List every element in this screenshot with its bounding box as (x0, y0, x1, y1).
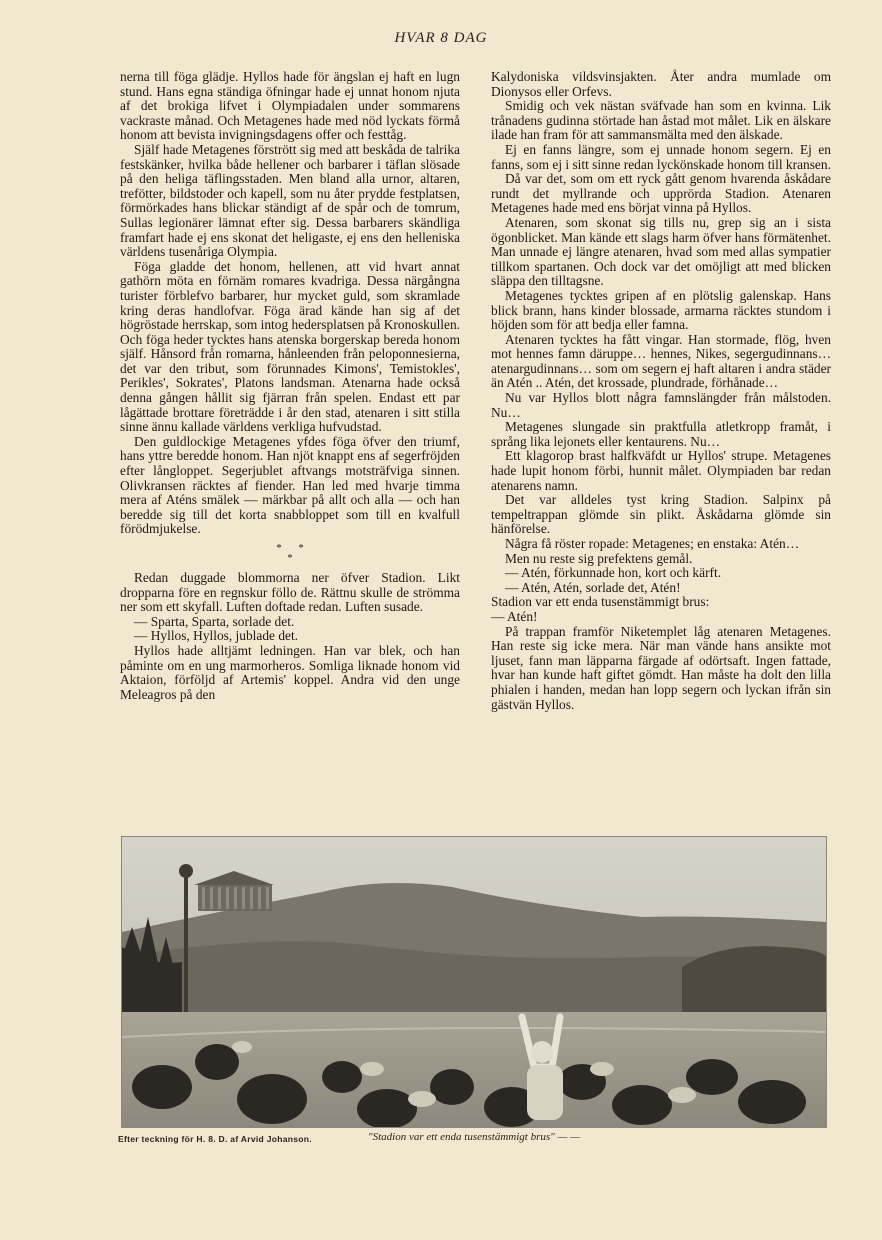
left-text-column (120, 70, 460, 702)
running-header: HVAR 8 DAG (394, 30, 488, 46)
paragraph: Den guldlockige Metagenes yfdes föga öfver den triumf, hans yttre beredde honom. Han njöt knappt ens af segerfröjden efter långloppet. Segerjublet aftvangs motsträfviga sinnen. Olivkransen räcktes af fiender. Han led med hvarje timma mera af Aténs smälek — märkbar på allt och alla — och han beredde sig till det korta snabbloppet som till en kvalfull förödmjukelse. (120, 433, 460, 537)
stadion-illustration (121, 836, 827, 1128)
paragraph: Nu var Hyllos blott några famnslängder från målstoden. Nu… (491, 390, 831, 420)
paragraph: Själf hade Metagenes förstrött sig med att beskåda de talrika festskänker, hvilka både hellener och barbarer i täflan slösade på den heliga täflingsstaden. Men bland alla urnor, altaren, trefötter, bildstoder och kapell, som nu åter prydde festplatsen, förmörkades hans blickar ständigt af de spår och de tomrum, Sullas legionärer lämnat efter sig. Dessa barbarers skändliga framfart hade ej ens skonat det heligaste, ej ens den helleniska världens tusenåriga Olympia. (120, 141, 460, 260)
paragraph: — Atén, Atén, sorlade det, Atén! (505, 579, 681, 595)
paragraph: — Atén, förkunnade hon, kort och kärft. (505, 565, 722, 581)
paragraph: Föga gladde det honom, hellenen, att vid hvart annat gathörn möta en förnäm romares kvadriga. Dessa närgångna turister förblefvo barbarer, hur mycket guld, som skramlade kring deras handlofvar. Föga ärad kände han sig af det högröstade herrskap, som intog hedersplatsen på Kronoskullen. Och föga heder tycktes hans atenska borgerskap bereda honom själf. Hånsord från romarna, hånleenden från peloponnesierna, det var den tribut, som förunnades Kimons', Temistokles', Perikles', Sokrates', Platons landsman. Atenarna hade också denna gången hållit sig fjärran från spelen. Endast ett par lågättade brottare företrädde i år den stad, atenaren i sitt stilla sinne ännu kallade världens verkliga hufvudstad. (120, 258, 460, 435)
paragraph: Några få röster ropade: Metagenes; en enstaka: Atén… (505, 536, 800, 551)
dark-hill-right (682, 946, 826, 1022)
section-break-stars-bottom: * (287, 552, 293, 564)
paragraph: — Sparta, Sparta, sorlade det. (134, 613, 295, 629)
illustration-drawing (122, 837, 826, 1127)
paragraph: Hyllos hade alltjämt ledningen. Han var blek, och han påminte om en ung marmorheros. Somliga liknade honom vid Aktaion, förföljd af Artemis' koppel. Andra vid den unge Meleagros på den (120, 642, 460, 702)
paragraph: — Atén! (491, 608, 538, 624)
paragraph: Atenaren tycktes ha fått vingar. Han stormade, flög, hven mot hennes famn däruppe… hennes, Nikes, segergudinnans… atenargudinnans… som om segern ej haft altaren i andra städer än Atén .. Atén, det krossade, plundrade, förhånade… (491, 331, 831, 391)
paragraph: — Hyllos, Hyllos, jublade det. (134, 628, 299, 644)
paragraph: Stadion var ett enda tusenstämmigt brus: (491, 594, 710, 610)
illustration-credit: Efter teckning för H. 8. D. af Arvid Johanson. (118, 1134, 312, 1144)
paragraph: Då var det, som om ett ryck gått genom hvarenda åskådare rundt det myllrande och upprörda Stadion. Atenaren Metagenes hade med ens börjat vinna på Hyllos. (491, 171, 831, 216)
paragraph: Ett klagorop brast halfkväfdt ur Hyllos' strupe. Metagenes hade lupit honom förbi, hunnit målet. Olympiaden bar redan atenarens namn. (491, 448, 831, 493)
paragraph: Metagenes tycktes gripen af en plötslig galenskap. Hans blick brann, hans kinder blossade, armarna räcktes stundom i höjden som för att bedja eller famna. (491, 287, 831, 333)
paragraph: Metagenes slungade sin praktfulla atletkropp framåt, i språng lika lejonets eller kentaurens. Nu… (491, 419, 831, 449)
paragraph: Atenaren, som skonat sig tills nu, grep sig an i sista ögonblicket. Man kände ett slags harm öfver hans förmätenhet. Man unnade ej längre atenaren, hvad som med allas sympatier tillkom spartanen. Och dock var det omöjligt att med blicken släppa den tilltagsne. (491, 214, 831, 289)
paragraph: Ej en fanns längre, som ej unnade honom segern. Ej en fanns, som ej i sitt sinne redan lyckönskade honom till kransen. (491, 141, 831, 172)
right-text-column (491, 70, 831, 712)
paragraph: Redan duggade blommorna ner öfver Stadion. Likt dropparna före en regnskur föllo de. Rättnu skulle de strömma ner som ett skyfall. Luften doftade redan. Luften susade. (120, 570, 460, 615)
paragraph: Kalydoniska vildsvinsjakten. Åter andra mumlade om Dionysos eller Orfevs. (491, 69, 831, 99)
paragraph: nerna till föga glädje. Hyllos hade för ängslan ej haft en lugn stund. Hans egna ständiga öfningar hade ej unnat honom njuta af det brokiga lifvet i Olympiadalen under sommarens vackraste månad. Och Metagenes hade med nöd lyckats förmå honom att bevista invigningsdagens offer och festtåg. (120, 69, 460, 143)
section-break-stars-top: * * (276, 542, 304, 554)
section-break (120, 543, 460, 563)
paragraph: Det var alldeles tyst kring Stadion. Salpinx på tempeltrappan glömde sin plikt. Åskådarna glömde sin hänförelse. (491, 492, 831, 537)
paragraph: På trappan framför Niketemplet låg atenaren Metagenes. Han reste sig icke mera. När man vände hans ansikte mot ljuset, fann man läpparna färgade af odörtsaft. Ingen fattade, hvar han kunde haft giftet gömdt. Han måste ha dolt den lilla phialen i handen, medan han lopp segern och lyckan ifrån sin gästvän Hyllos. (491, 623, 831, 712)
paragraph: Men nu reste sig prefektens gemål. (505, 550, 693, 566)
illustration-caption: "Stadion var ett enda tusenstämmigt brus" — — (368, 1131, 580, 1143)
paragraph: Smidig och vek nästan sväfvade han som en kvinna. Lik trånadens gudinna störtade han åstad mot målet. Lik en älskare ilade han fram för att sammansmälta med den älskade. (491, 98, 831, 143)
